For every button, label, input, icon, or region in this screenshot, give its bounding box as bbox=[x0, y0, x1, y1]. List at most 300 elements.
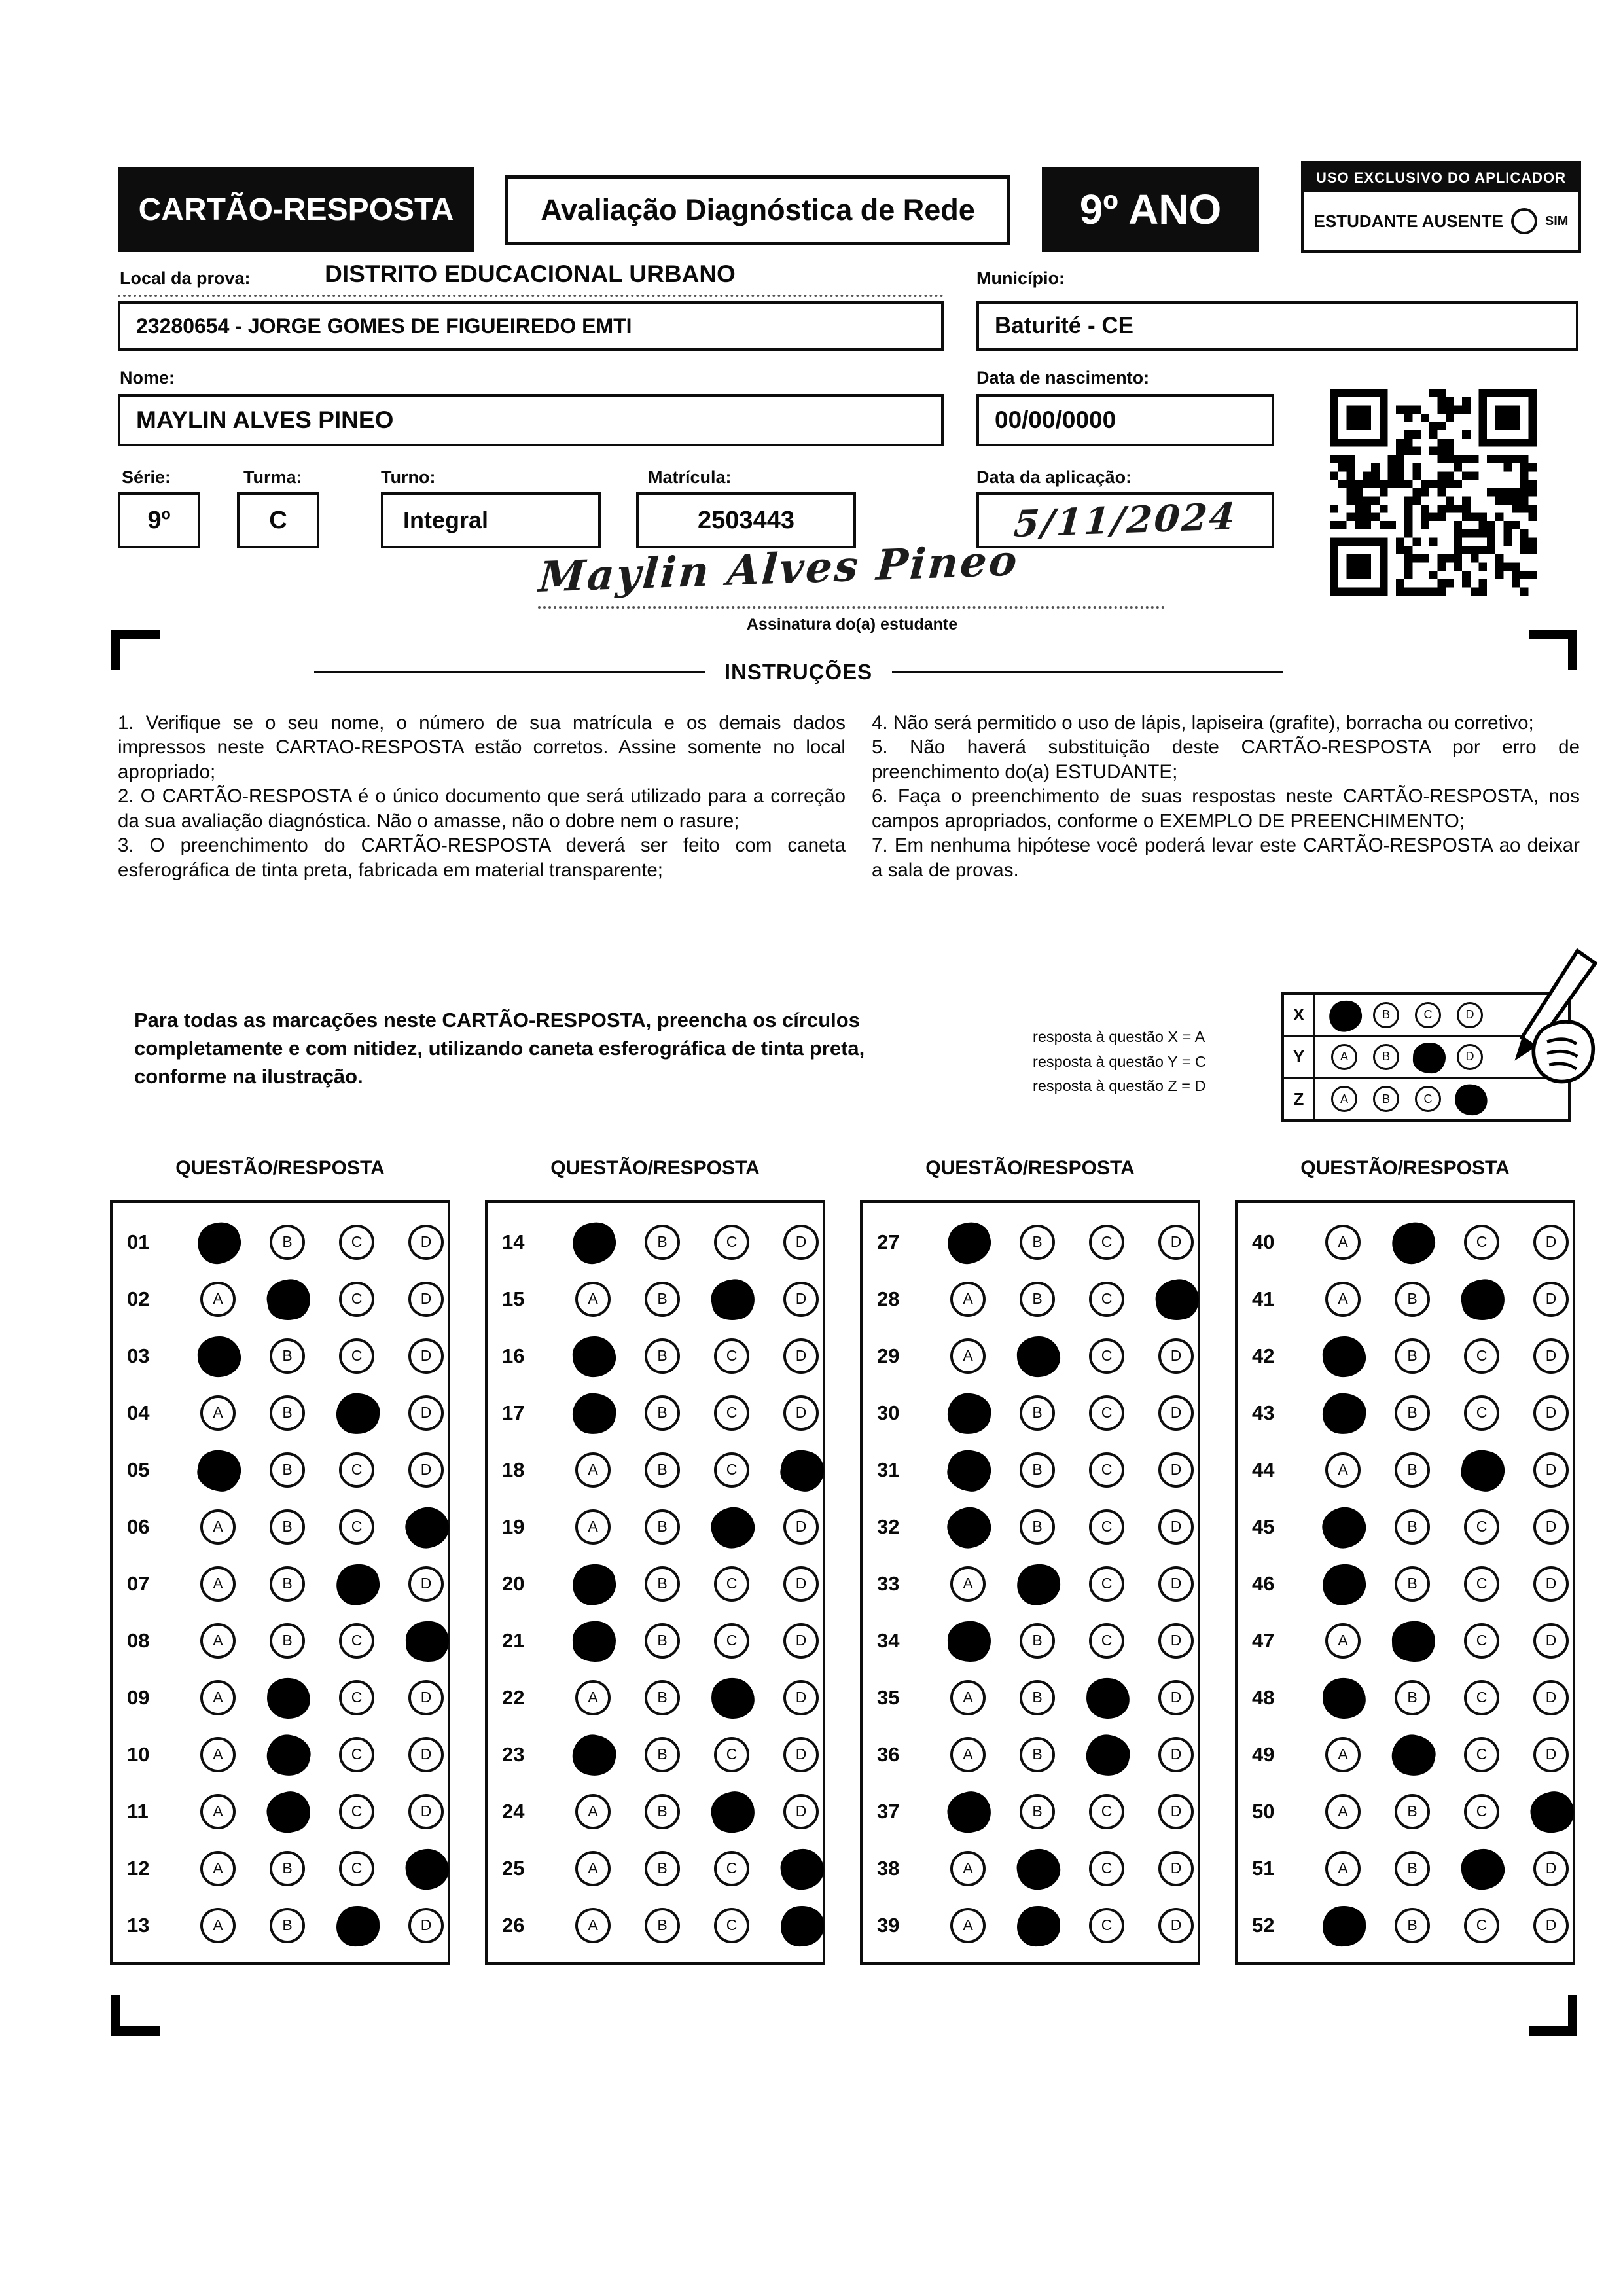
answer-bubble-23-D[interactable]: D bbox=[783, 1737, 819, 1772]
answer-bubble-34-A[interactable] bbox=[950, 1623, 986, 1659]
absent-label: ESTUDANTE AUSENTE bbox=[1313, 211, 1503, 231]
example-bubble-A: A bbox=[1331, 1086, 1357, 1112]
answer-bubble-26-C[interactable]: C bbox=[714, 1908, 749, 1943]
answer-column bbox=[1235, 1157, 1575, 1965]
question-number: 03 bbox=[127, 1344, 150, 1367]
answer-bubble-33-C[interactable]: C bbox=[1089, 1566, 1124, 1602]
answer-bubble-26-D[interactable] bbox=[783, 1908, 819, 1943]
answer-bubble-20-B[interactable]: B bbox=[645, 1566, 680, 1602]
answer-bubble-18-D[interactable] bbox=[783, 1452, 819, 1488]
answer-bubble-37-C[interactable]: C bbox=[1089, 1794, 1124, 1829]
answer-row bbox=[1238, 1270, 1573, 1327]
answer-bubble-18-B[interactable]: B bbox=[645, 1452, 680, 1488]
answer-bubble-02-A[interactable]: A bbox=[200, 1282, 236, 1317]
answer-row bbox=[1238, 1783, 1573, 1840]
answer-bubble-02-D[interactable]: D bbox=[408, 1282, 444, 1317]
question-number: 52 bbox=[1252, 1913, 1275, 1937]
answer-bubble-41-D[interactable]: D bbox=[1533, 1282, 1569, 1317]
answer-bubble-47-C[interactable]: C bbox=[1464, 1623, 1499, 1659]
answer-bubble-03-B[interactable]: B bbox=[270, 1338, 305, 1374]
answer-row bbox=[113, 1327, 448, 1384]
answer-bubble-41-B[interactable]: B bbox=[1395, 1282, 1430, 1317]
answer-bubble-42-D[interactable]: D bbox=[1533, 1338, 1569, 1374]
student-signature: Maylin Alves Pineo bbox=[537, 536, 1021, 602]
question-number: 32 bbox=[877, 1515, 900, 1538]
answer-bubble-25-C[interactable]: C bbox=[714, 1851, 749, 1886]
answer-bubble-43-C[interactable]: C bbox=[1464, 1395, 1499, 1431]
question-number: 22 bbox=[502, 1685, 525, 1709]
answer-bubble-14-A[interactable] bbox=[575, 1225, 611, 1260]
answer-bubble-06-B[interactable]: B bbox=[270, 1509, 305, 1545]
example-bubble-B: B bbox=[1373, 1086, 1399, 1112]
answer-bubble-19-A[interactable]: A bbox=[575, 1509, 611, 1545]
answer-bubble-36-D[interactable]: D bbox=[1158, 1737, 1194, 1772]
answer-bubble-52-D[interactable]: D bbox=[1533, 1908, 1569, 1943]
answer-bubble-22-C[interactable] bbox=[714, 1680, 749, 1715]
answer-bubble-43-B[interactable]: B bbox=[1395, 1395, 1430, 1431]
answer-bubble-16-B[interactable]: B bbox=[645, 1338, 680, 1374]
answer-bubble-45-C[interactable]: C bbox=[1464, 1509, 1499, 1545]
answer-bubble-39-D[interactable]: D bbox=[1158, 1908, 1194, 1943]
answer-bubble-33-A[interactable]: A bbox=[950, 1566, 986, 1602]
answer-bubble-09-D[interactable]: D bbox=[408, 1680, 444, 1715]
answer-bubble-11-C[interactable]: C bbox=[339, 1794, 374, 1829]
answer-bubble-48-B[interactable]: B bbox=[1395, 1680, 1430, 1715]
answer-bubble-33-D[interactable]: D bbox=[1158, 1566, 1194, 1602]
question-number: 28 bbox=[877, 1287, 900, 1310]
answer-bubble-51-B[interactable]: B bbox=[1395, 1851, 1430, 1886]
answer-row bbox=[113, 1612, 448, 1669]
answer-bubble-49-D[interactable]: D bbox=[1533, 1737, 1569, 1772]
answer-bubble-41-C[interactable] bbox=[1464, 1282, 1499, 1317]
answer-bubble-42-A[interactable] bbox=[1325, 1338, 1361, 1374]
answer-bubble-09-B[interactable] bbox=[270, 1680, 305, 1715]
answer-bubble-22-B[interactable]: B bbox=[645, 1680, 680, 1715]
answer-bubble-15-C[interactable] bbox=[714, 1282, 749, 1317]
answer-row bbox=[488, 1897, 823, 1954]
question-number: 48 bbox=[1252, 1685, 1275, 1709]
answer-bubble-50-A[interactable]: A bbox=[1325, 1794, 1361, 1829]
answer-bubble-47-D[interactable]: D bbox=[1533, 1623, 1569, 1659]
answer-bubble-21-C[interactable]: C bbox=[714, 1623, 749, 1659]
answer-bubble-02-C[interactable]: C bbox=[339, 1282, 374, 1317]
question-number: 26 bbox=[502, 1913, 525, 1937]
divider-line bbox=[892, 671, 1283, 673]
answer-column bbox=[110, 1157, 450, 1965]
turno-label: Turno: bbox=[381, 467, 436, 487]
answer-bubble-25-B[interactable]: B bbox=[645, 1851, 680, 1886]
turma-field: C bbox=[237, 492, 319, 548]
answer-bubble-37-D[interactable]: D bbox=[1158, 1794, 1194, 1829]
signature-label: Assinatura do(a) estudante bbox=[746, 615, 958, 634]
answer-bubble-07-D[interactable]: D bbox=[408, 1566, 444, 1602]
instructions-left-column bbox=[118, 711, 846, 882]
corner-mark-bottom-left bbox=[111, 1995, 160, 2036]
question-number: 47 bbox=[1252, 1628, 1275, 1652]
answer-bubble-08-C[interactable]: C bbox=[339, 1623, 374, 1659]
answer-bubble-25-A[interactable]: A bbox=[575, 1851, 611, 1886]
answer-bubble-21-D[interactable]: D bbox=[783, 1623, 819, 1659]
example-row-label: Y bbox=[1284, 1037, 1315, 1077]
answer-bubble-23-B[interactable]: B bbox=[645, 1737, 680, 1772]
answer-bubble-32-C[interactable]: C bbox=[1089, 1509, 1124, 1545]
answer-bubble-20-C[interactable]: C bbox=[714, 1566, 749, 1602]
answer-bubble-16-C[interactable]: C bbox=[714, 1338, 749, 1374]
answer-bubble-04-A[interactable]: A bbox=[200, 1395, 236, 1431]
answer-bubble-33-B[interactable] bbox=[1020, 1566, 1055, 1602]
answer-bubble-25-D[interactable] bbox=[783, 1851, 819, 1886]
question-number: 38 bbox=[877, 1856, 900, 1880]
answer-bubble-10-C[interactable]: C bbox=[339, 1737, 374, 1772]
answer-bubble-27-D[interactable]: D bbox=[1158, 1225, 1194, 1260]
answer-bubble-47-B[interactable] bbox=[1395, 1623, 1430, 1659]
answer-bubble-29-A[interactable]: A bbox=[950, 1338, 986, 1374]
answer-bubble-22-D[interactable]: D bbox=[783, 1680, 819, 1715]
answer-bubble-45-B[interactable]: B bbox=[1395, 1509, 1430, 1545]
answer-bubble-44-B[interactable]: B bbox=[1395, 1452, 1430, 1488]
answer-bubble-28-B[interactable]: B bbox=[1020, 1282, 1055, 1317]
answer-bubble-44-C[interactable] bbox=[1464, 1452, 1499, 1488]
question-number: 40 bbox=[1252, 1230, 1275, 1253]
answer-bubble-18-C[interactable]: C bbox=[714, 1452, 749, 1488]
answer-bubble-51-A[interactable]: A bbox=[1325, 1851, 1361, 1886]
answer-bubble-18-A[interactable]: A bbox=[575, 1452, 611, 1488]
question-number: 21 bbox=[502, 1628, 525, 1652]
turno-field: Integral bbox=[381, 492, 601, 548]
answer-row bbox=[488, 1270, 823, 1327]
instruction-item: 7. Em nenhuma hipótese você poderá levar este CARTÃO-RESPOSTA ao deixar a sala de provas. bbox=[872, 834, 1580, 881]
answer-bubble-07-B[interactable]: B bbox=[270, 1566, 305, 1602]
answer-bubble-26-B[interactable]: B bbox=[645, 1908, 680, 1943]
answer-bubble-14-D[interactable]: D bbox=[783, 1225, 819, 1260]
answer-bubble-30-B[interactable]: B bbox=[1020, 1395, 1055, 1431]
question-number: 11 bbox=[127, 1799, 149, 1823]
question-number: 20 bbox=[502, 1571, 525, 1595]
answer-row bbox=[1238, 1612, 1573, 1669]
answer-bubble-13-C[interactable] bbox=[339, 1908, 374, 1943]
answer-bubble-30-D[interactable]: D bbox=[1158, 1395, 1194, 1431]
answer-bubble-26-A[interactable]: A bbox=[575, 1908, 611, 1943]
answer-bubble-02-B[interactable] bbox=[270, 1282, 305, 1317]
answer-bubble-11-B[interactable] bbox=[270, 1794, 305, 1829]
answer-bubble-20-D[interactable]: D bbox=[783, 1566, 819, 1602]
example-legend-line: resposta à questão Y = C bbox=[1033, 1052, 1206, 1070]
example-row-label: X bbox=[1284, 995, 1315, 1035]
exam-title: Avaliação Diagnóstica de Rede bbox=[505, 175, 1010, 245]
answer-bubble-32-B[interactable]: B bbox=[1020, 1509, 1055, 1545]
answer-bubble-35-B[interactable]: B bbox=[1020, 1680, 1055, 1715]
answer-row bbox=[863, 1897, 1198, 1954]
answer-bubble-09-A[interactable]: A bbox=[200, 1680, 236, 1715]
answer-bubble-12-C[interactable]: C bbox=[339, 1851, 374, 1886]
answer-bubble-29-B[interactable] bbox=[1020, 1338, 1055, 1374]
answer-bubble-11-D[interactable]: D bbox=[408, 1794, 444, 1829]
answer-bubble-31-A[interactable] bbox=[950, 1452, 986, 1488]
answer-bubble-47-A[interactable]: A bbox=[1325, 1623, 1361, 1659]
answer-row bbox=[488, 1213, 823, 1270]
answer-bubble-40-C[interactable]: C bbox=[1464, 1225, 1499, 1260]
example-bubble-D: D bbox=[1457, 1002, 1483, 1028]
answer-bubble-49-C[interactable]: C bbox=[1464, 1737, 1499, 1772]
answer-bubble-19-D[interactable]: D bbox=[783, 1509, 819, 1545]
answer-bubble-34-B[interactable]: B bbox=[1020, 1623, 1055, 1659]
examiner-box-title: USO EXCLUSIVO DO APLICADOR bbox=[1304, 164, 1578, 192]
answer-bubble-15-A[interactable]: A bbox=[575, 1282, 611, 1317]
answer-bubble-34-C[interactable]: C bbox=[1089, 1623, 1124, 1659]
answer-bubble-31-C[interactable]: C bbox=[1089, 1452, 1124, 1488]
answer-bubble-31-D[interactable]: D bbox=[1158, 1452, 1194, 1488]
answer-row bbox=[863, 1498, 1198, 1555]
answer-bubble-01-D[interactable]: D bbox=[408, 1225, 444, 1260]
answer-bubble-38-C[interactable]: C bbox=[1089, 1851, 1124, 1886]
instruction-item: 1. Verifique se o seu nome, o número de sua matrícula e os demais dados impressos neste CARTAO-RESPOSTA estão corretos. Assine somente no local apropriado; bbox=[118, 712, 846, 783]
answer-bubble-13-A[interactable]: A bbox=[200, 1908, 236, 1943]
answer-bubble-50-D[interactable] bbox=[1533, 1794, 1569, 1829]
answer-bubble-32-D[interactable]: D bbox=[1158, 1509, 1194, 1545]
answer-bubble-10-A[interactable]: A bbox=[200, 1737, 236, 1772]
answer-bubble-35-A[interactable]: A bbox=[950, 1680, 986, 1715]
answer-row bbox=[113, 1213, 448, 1270]
answer-row bbox=[488, 1726, 823, 1783]
answer-bubble-48-D[interactable]: D bbox=[1533, 1680, 1569, 1715]
answer-bubble-35-C[interactable] bbox=[1089, 1680, 1124, 1715]
answer-bubble-46-C[interactable]: C bbox=[1464, 1566, 1499, 1602]
answer-bubble-17-B[interactable]: B bbox=[645, 1395, 680, 1431]
answer-bubble-52-B[interactable]: B bbox=[1395, 1908, 1430, 1943]
answer-row bbox=[863, 1213, 1198, 1270]
answer-bubble-09-C[interactable]: C bbox=[339, 1680, 374, 1715]
answer-bubble-11-A[interactable]: A bbox=[200, 1794, 236, 1829]
answer-bubble-36-C[interactable] bbox=[1089, 1737, 1124, 1772]
answer-row bbox=[863, 1555, 1198, 1612]
answer-bubble-39-A[interactable]: A bbox=[950, 1908, 986, 1943]
answer-bubble-04-C[interactable] bbox=[339, 1395, 374, 1431]
signature-dotted-line bbox=[538, 606, 1165, 609]
answer-bubble-31-B[interactable]: B bbox=[1020, 1452, 1055, 1488]
answer-bubble-05-D[interactable]: D bbox=[408, 1452, 444, 1488]
answer-bubble-28-C[interactable]: C bbox=[1089, 1282, 1124, 1317]
example-bubble-A bbox=[1331, 1002, 1357, 1028]
answer-bubble-46-B[interactable]: B bbox=[1395, 1566, 1430, 1602]
answer-bubble-16-A[interactable] bbox=[575, 1338, 611, 1374]
question-number: 27 bbox=[877, 1230, 900, 1253]
student-name-field: MAYLIN ALVES PINEO bbox=[118, 394, 944, 446]
handwritten-application-date: 5/11/2024 bbox=[1012, 494, 1239, 547]
answer-bubble-24-A[interactable]: A bbox=[575, 1794, 611, 1829]
answer-row bbox=[113, 1840, 448, 1897]
answer-bubble-06-D[interactable] bbox=[408, 1509, 444, 1545]
answer-column-box bbox=[110, 1200, 450, 1965]
answer-row bbox=[113, 1897, 448, 1954]
answer-bubble-12-B[interactable]: B bbox=[270, 1851, 305, 1886]
answer-bubble-04-D[interactable]: D bbox=[408, 1395, 444, 1431]
answer-row bbox=[863, 1384, 1198, 1441]
answer-bubble-52-A[interactable] bbox=[1325, 1908, 1361, 1943]
answer-bubble-40-D[interactable]: D bbox=[1533, 1225, 1569, 1260]
answer-column-header: QUESTÃO/RESPOSTA bbox=[550, 1157, 760, 1179]
question-number: 37 bbox=[877, 1799, 900, 1823]
instructions-title: INSTRUÇÕES bbox=[724, 660, 873, 684]
answer-bubble-42-B[interactable]: B bbox=[1395, 1338, 1430, 1374]
answer-bubble-27-C[interactable]: C bbox=[1089, 1225, 1124, 1260]
answer-bubble-28-D[interactable] bbox=[1158, 1282, 1194, 1317]
answer-bubble-15-D[interactable]: D bbox=[783, 1282, 819, 1317]
answer-bubble-52-C[interactable]: C bbox=[1464, 1908, 1499, 1943]
answer-bubble-40-B[interactable] bbox=[1395, 1225, 1430, 1260]
answer-bubble-36-B[interactable]: B bbox=[1020, 1737, 1055, 1772]
answer-bubble-17-C[interactable]: C bbox=[714, 1395, 749, 1431]
answer-bubble-17-D[interactable]: D bbox=[783, 1395, 819, 1431]
card-title: CARTÃO-RESPOSTA bbox=[118, 167, 474, 252]
answer-bubble-07-A[interactable]: A bbox=[200, 1566, 236, 1602]
question-number: 49 bbox=[1252, 1742, 1275, 1766]
answer-bubble-01-C[interactable]: C bbox=[339, 1225, 374, 1260]
matricula-field: 2503443 bbox=[636, 492, 856, 548]
example-legend-line: resposta à questão Z = D bbox=[1033, 1077, 1206, 1095]
answer-bubble-39-B[interactable] bbox=[1020, 1908, 1055, 1943]
answer-bubble-05-B[interactable]: B bbox=[270, 1452, 305, 1488]
answer-bubble-16-D[interactable]: D bbox=[783, 1338, 819, 1374]
answer-bubble-08-A[interactable]: A bbox=[200, 1623, 236, 1659]
answer-bubble-29-D[interactable]: D bbox=[1158, 1338, 1194, 1374]
answer-bubble-46-A[interactable] bbox=[1325, 1566, 1361, 1602]
answer-bubble-17-A[interactable] bbox=[575, 1395, 611, 1431]
answer-bubble-15-B[interactable]: B bbox=[645, 1282, 680, 1317]
answer-bubble-08-B[interactable]: B bbox=[270, 1623, 305, 1659]
answer-column-box bbox=[1235, 1200, 1575, 1965]
answer-bubble-48-C[interactable]: C bbox=[1464, 1680, 1499, 1715]
answer-bubble-32-A[interactable] bbox=[950, 1509, 986, 1545]
question-number: 24 bbox=[502, 1799, 525, 1823]
answer-bubble-46-D[interactable]: D bbox=[1533, 1566, 1569, 1602]
answer-bubble-03-A[interactable] bbox=[200, 1338, 236, 1374]
answer-row bbox=[863, 1270, 1198, 1327]
absent-bubble[interactable] bbox=[1511, 208, 1537, 234]
question-number: 30 bbox=[877, 1401, 900, 1424]
answer-bubble-42-C[interactable]: C bbox=[1464, 1338, 1499, 1374]
answer-bubble-23-A[interactable] bbox=[575, 1737, 611, 1772]
answer-column-box bbox=[485, 1200, 825, 1965]
question-number: 07 bbox=[127, 1571, 150, 1595]
answer-bubble-28-A[interactable]: A bbox=[950, 1282, 986, 1317]
answer-bubble-12-A[interactable]: A bbox=[200, 1851, 236, 1886]
answer-bubble-21-B[interactable]: B bbox=[645, 1623, 680, 1659]
answer-bubble-01-A[interactable] bbox=[200, 1225, 236, 1260]
example-bubble-B: B bbox=[1373, 1002, 1399, 1028]
answer-bubble-44-A[interactable]: A bbox=[1325, 1452, 1361, 1488]
answer-bubble-41-A[interactable]: A bbox=[1325, 1282, 1361, 1317]
answer-bubble-13-B[interactable]: B bbox=[270, 1908, 305, 1943]
answer-bubble-37-B[interactable]: B bbox=[1020, 1794, 1055, 1829]
answer-bubble-34-D[interactable]: D bbox=[1158, 1623, 1194, 1659]
answer-bubble-36-A[interactable]: A bbox=[950, 1737, 986, 1772]
example-bubble-D bbox=[1457, 1086, 1483, 1112]
answer-bubble-19-C[interactable] bbox=[714, 1509, 749, 1545]
answer-bubble-50-B[interactable]: B bbox=[1395, 1794, 1430, 1829]
school-field: 23280654 - JORGE GOMES DE FIGUEIREDO EMTI bbox=[118, 301, 944, 351]
answer-bubble-03-D[interactable]: D bbox=[408, 1338, 444, 1374]
answer-bubble-04-B[interactable]: B bbox=[270, 1395, 305, 1431]
answer-bubble-05-C[interactable]: C bbox=[339, 1452, 374, 1488]
answer-bubble-20-A[interactable] bbox=[575, 1566, 611, 1602]
answer-bubble-50-C[interactable]: C bbox=[1464, 1794, 1499, 1829]
answer-bubble-49-B[interactable] bbox=[1395, 1737, 1430, 1772]
question-number: 13 bbox=[127, 1913, 150, 1937]
answer-bubble-37-A[interactable] bbox=[950, 1794, 986, 1829]
answer-bubble-45-A[interactable] bbox=[1325, 1509, 1361, 1545]
answer-bubble-19-B[interactable]: B bbox=[645, 1509, 680, 1545]
answer-bubble-14-C[interactable]: C bbox=[714, 1225, 749, 1260]
answer-row bbox=[863, 1840, 1198, 1897]
answer-bubble-40-A[interactable]: A bbox=[1325, 1225, 1361, 1260]
question-number: 12 bbox=[127, 1856, 150, 1880]
answer-bubble-23-C[interactable]: C bbox=[714, 1737, 749, 1772]
answer-bubble-39-C[interactable]: C bbox=[1089, 1908, 1124, 1943]
answer-bubble-45-D[interactable]: D bbox=[1533, 1509, 1569, 1545]
answer-bubble-07-C[interactable] bbox=[339, 1566, 374, 1602]
answer-bubble-21-A[interactable] bbox=[575, 1623, 611, 1659]
answer-bubble-51-C[interactable] bbox=[1464, 1851, 1499, 1886]
answer-bubble-29-C[interactable]: C bbox=[1089, 1338, 1124, 1374]
answer-bubble-27-B[interactable]: B bbox=[1020, 1225, 1055, 1260]
answer-bubble-10-D[interactable]: D bbox=[408, 1737, 444, 1772]
answer-bubble-13-D[interactable]: D bbox=[408, 1908, 444, 1943]
answer-bubble-30-C[interactable]: C bbox=[1089, 1395, 1124, 1431]
answer-bubble-43-D[interactable]: D bbox=[1533, 1395, 1569, 1431]
answer-bubble-49-A[interactable]: A bbox=[1325, 1737, 1361, 1772]
answer-bubble-22-A[interactable]: A bbox=[575, 1680, 611, 1715]
answer-bubble-03-C[interactable]: C bbox=[339, 1338, 374, 1374]
answer-row bbox=[113, 1441, 448, 1498]
answer-row bbox=[488, 1783, 823, 1840]
instruction-item: 6. Faça o preenchimento de suas respostas neste CARTÃO-RESPOSTA, nos campos apropriados, conforme o EXEMPLO DE PREENCHIMENTO; bbox=[872, 785, 1580, 832]
answer-bubble-43-A[interactable] bbox=[1325, 1395, 1361, 1431]
answer-bubble-27-A[interactable] bbox=[950, 1225, 986, 1260]
answer-bubble-38-B[interactable] bbox=[1020, 1851, 1055, 1886]
answer-bubble-51-D[interactable]: D bbox=[1533, 1851, 1569, 1886]
answer-bubble-44-D[interactable]: D bbox=[1533, 1452, 1569, 1488]
examiner-use-box bbox=[1301, 161, 1581, 253]
answer-bubble-24-D[interactable]: D bbox=[783, 1794, 819, 1829]
answer-bubble-06-A[interactable]: A bbox=[200, 1509, 236, 1545]
question-number: 17 bbox=[502, 1401, 525, 1424]
answer-bubble-01-B[interactable]: B bbox=[270, 1225, 305, 1260]
answer-bubble-14-B[interactable]: B bbox=[645, 1225, 680, 1260]
answer-row bbox=[863, 1327, 1198, 1384]
answer-row bbox=[1238, 1555, 1573, 1612]
marking-instruction-text: Para todas as marcações neste CARTÃO-RESPOSTA, preencha os círculos completamente e com nitidez, utilizando caneta esferográfica de tinta preta, conforme na ilustração. bbox=[134, 1009, 865, 1088]
answer-bubble-24-C[interactable] bbox=[714, 1794, 749, 1829]
answer-bubble-38-D[interactable]: D bbox=[1158, 1851, 1194, 1886]
answer-bubble-12-D[interactable] bbox=[408, 1851, 444, 1886]
example-bubble-A: A bbox=[1331, 1044, 1357, 1070]
question-number: 35 bbox=[877, 1685, 900, 1709]
question-number: 25 bbox=[502, 1856, 525, 1880]
answer-bubble-30-A[interactable] bbox=[950, 1395, 986, 1431]
answer-bubble-48-A[interactable] bbox=[1325, 1680, 1361, 1715]
answer-row bbox=[1238, 1726, 1573, 1783]
answer-bubble-06-C[interactable]: C bbox=[339, 1509, 374, 1545]
question-number: 04 bbox=[127, 1401, 150, 1424]
answer-row bbox=[488, 1555, 823, 1612]
answer-bubble-10-B[interactable] bbox=[270, 1737, 305, 1772]
answer-column bbox=[860, 1157, 1200, 1965]
answer-bubble-05-A[interactable] bbox=[200, 1452, 236, 1488]
answer-bubble-24-B[interactable]: B bbox=[645, 1794, 680, 1829]
answer-bubble-38-A[interactable]: A bbox=[950, 1851, 986, 1886]
answer-bubble-08-D[interactable] bbox=[408, 1623, 444, 1659]
answer-bubble-35-D[interactable]: D bbox=[1158, 1680, 1194, 1715]
